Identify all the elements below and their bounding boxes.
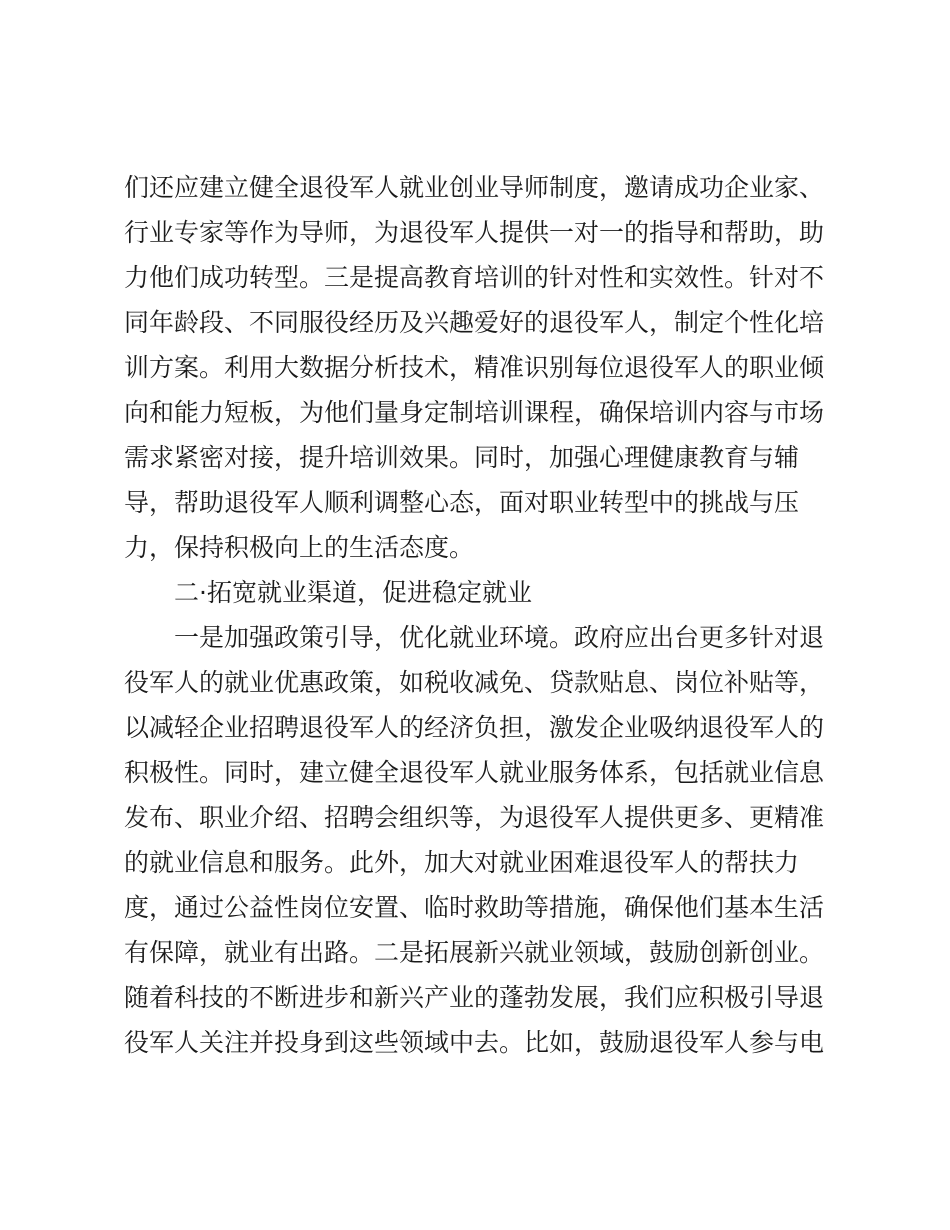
text-line: 行业专家等作为导师，为退役军人提供一对一的指导和帮助，助 (124, 218, 824, 247)
text-line: 役军人的就业优惠政策，如税收减免、贷款贴息、岗位补贴等， (124, 668, 824, 697)
text-line: 训方案。利用大数据分析技术，精准识别每位退役军人的职业倾 (124, 353, 824, 382)
text-line: 向和能力短板，为他们量身定制培训课程，确保培训内容与市场 (124, 398, 824, 427)
text-line: 随着科技的不断进步和新兴产业的蓬勃发展，我们应积极引导退 (124, 983, 824, 1012)
text-line: 同年龄段、不同服役经历及兴趣爱好的退役军人，制定个性化培 (124, 308, 824, 337)
text-line: 一是加强政策引导，优化就业环境。政府应出台更多针对退 (174, 623, 824, 652)
text-line: 有保障，就业有出路。二是拓展新兴就业领域，鼓励创新创业。 (124, 938, 824, 967)
text-line: 以减轻企业招聘退役军人的经济负担，激发企业吸纳退役军人的 (124, 713, 824, 742)
text-line: 力他们成功转型。三是提高教育培训的针对性和实效性。针对不 (124, 263, 824, 292)
text-line: 需求紧密对接，提升培训效果。同时，加强心理健康教育与辅 (124, 443, 800, 472)
text-line: 导，帮助退役军人顺利调整心态，面对职业转型中的挑战与压 (124, 488, 800, 517)
text-line: 度，通过公益性岗位安置、临时救助等措施，确保他们基本生活 (124, 893, 824, 922)
section-heading: 二·拓宽就业渠道，促进稳定就业 (174, 578, 532, 607)
text-line: 们还应建立健全退役军人就业创业导师制度，邀请成功企业家、 (124, 173, 824, 202)
text-line: 发布、职业介绍、招聘会组织等，为退役军人提供更多、更精准 (124, 803, 824, 832)
text-line: 役军人关注并投身到这些领域中去。比如，鼓励退役军人参与电 (124, 1028, 824, 1057)
document-body (124, 165, 824, 1065)
text-line: 积极性。同时，建立健全退役军人就业服务体系，包括就业信息 (124, 758, 824, 787)
text-line: 力，保持积极向上的生活态度。 (124, 533, 475, 562)
text-line: 的就业信息和服务。此外，加大对就业困难退役军人的帮扶力 (124, 848, 800, 877)
